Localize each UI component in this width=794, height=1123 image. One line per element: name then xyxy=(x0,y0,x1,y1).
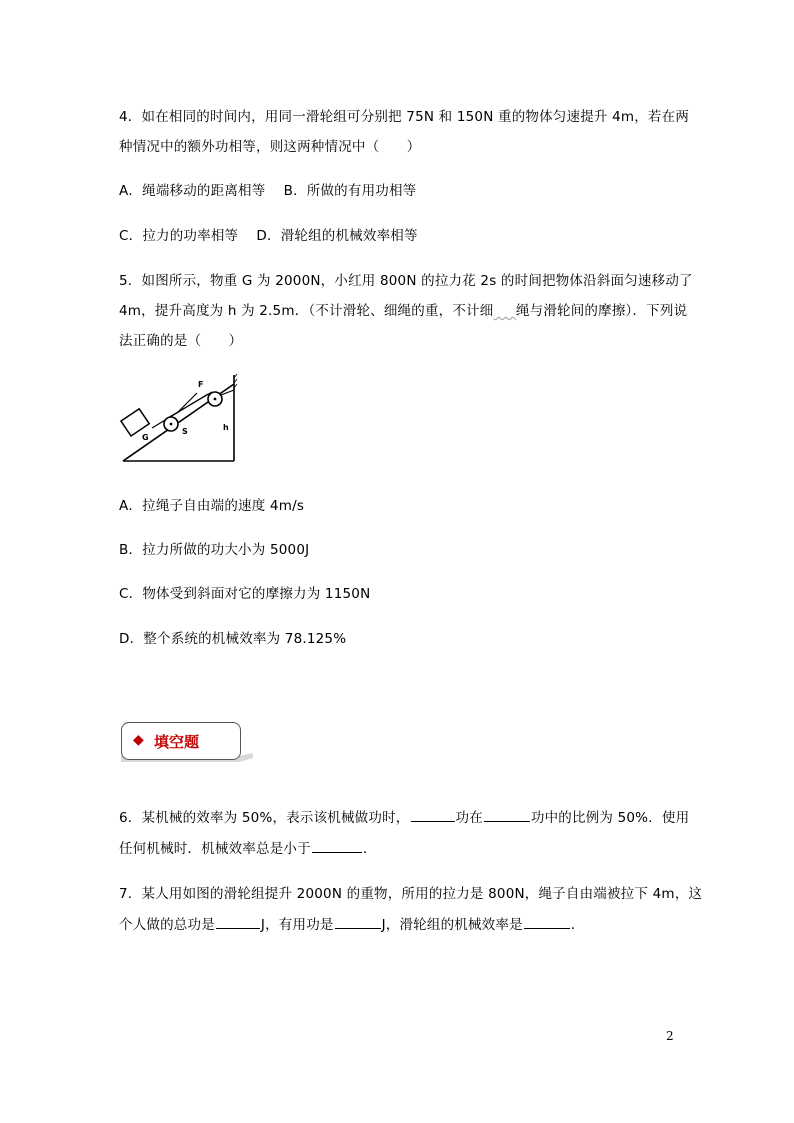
label-g: G xyxy=(142,433,149,442)
incline-pulley-figure xyxy=(119,372,249,467)
q7-part4: ． xyxy=(570,917,585,933)
q4-stem-line2: 种情况中的额外功相等，则这两种情况中（ ） xyxy=(119,139,421,155)
label-f: F xyxy=(198,380,204,389)
q7-blank-total-work[interactable] xyxy=(216,914,260,929)
q4-options-ab: A．绳端移动的距离相等 B．所做的有用功相等 xyxy=(119,183,417,199)
q5-option-a: A．拉绳子自由端的速度 4m/s xyxy=(119,498,305,514)
q4-stem-line1: 4．如在相同的时间内，用同一滑轮组可分别把 75N 和 150N 重的物体匀速提升 4m，若在两 xyxy=(119,109,690,125)
q6-line1 xyxy=(119,806,689,826)
q6-line2-end: ． xyxy=(362,841,377,857)
fixed-pulley-axle xyxy=(214,398,217,401)
q5-stem-line1: 5．如图所示，物重 G 为 2000N，小红用 800N 的拉力花 2s 的时间把物体沿斜面匀速移动了 xyxy=(119,273,693,289)
block-g xyxy=(121,409,149,436)
q6-blank-3[interactable] xyxy=(312,838,362,853)
q5-stem-line2 xyxy=(119,299,687,319)
label-h: h xyxy=(223,423,229,432)
q6-line2 xyxy=(119,837,377,857)
label-s: S xyxy=(182,427,188,436)
q7-part1: 个人做的总功是 xyxy=(119,917,215,933)
incline-pulley-diagram xyxy=(119,372,249,471)
q5-stem-line2-part2: 绳与滑轮间的摩擦）．下列说 xyxy=(515,303,688,319)
q5-stem-line2-part1: 4m，提升高度为 h 为 2.5m．（不计滑轮、细绳的重，不计细 xyxy=(119,303,494,319)
q7-blank-useful-work[interactable] xyxy=(335,914,381,929)
q5-option-c: C．物体受到斜面对它的摩擦力为 1150N xyxy=(119,586,371,602)
q7-part3: J，滑轮组的机械效率是 xyxy=(381,917,523,933)
q6-part1: 6．某机械的效率为 50%，表示该机械做功时， xyxy=(119,810,410,826)
q7-part2: J，有用功是 xyxy=(260,917,334,933)
movable-pulley-axle xyxy=(170,423,173,426)
q5-stem-line3: 法正确的是（ ） xyxy=(119,333,243,349)
section-title: 填空题 xyxy=(154,733,200,751)
q5-option-b: B．拉力所做的功大小为 5000J xyxy=(119,542,310,558)
q5-option-d: D．整个系统的机械效率为 78.125% xyxy=(119,631,347,647)
q5-wavy-mark: ​​​​ xyxy=(493,303,516,319)
diamond-icon: ◆ xyxy=(133,732,144,748)
q6-part3: 功中的比例为 50%．使用 xyxy=(530,810,690,826)
q6-blank-2[interactable] xyxy=(484,807,530,822)
page-number: 2 xyxy=(666,1029,674,1043)
q4-options-cd: C．拉力的功率相等 D．滑轮组的机械效率相等 xyxy=(119,228,418,244)
q6-line2-text: 任何机械时．机械效率总是小于 xyxy=(119,841,311,857)
q6-blank-1[interactable] xyxy=(411,807,455,822)
q6-part2: 功在 xyxy=(455,810,483,826)
q7-blank-efficiency[interactable] xyxy=(524,914,570,929)
q7-line2 xyxy=(119,913,584,933)
q7-line1: 7．某人用如图的滑轮组提升 2000N 的重物，所用的拉力是 800N，绳子自由端被拉下 4m，这 xyxy=(119,886,703,902)
